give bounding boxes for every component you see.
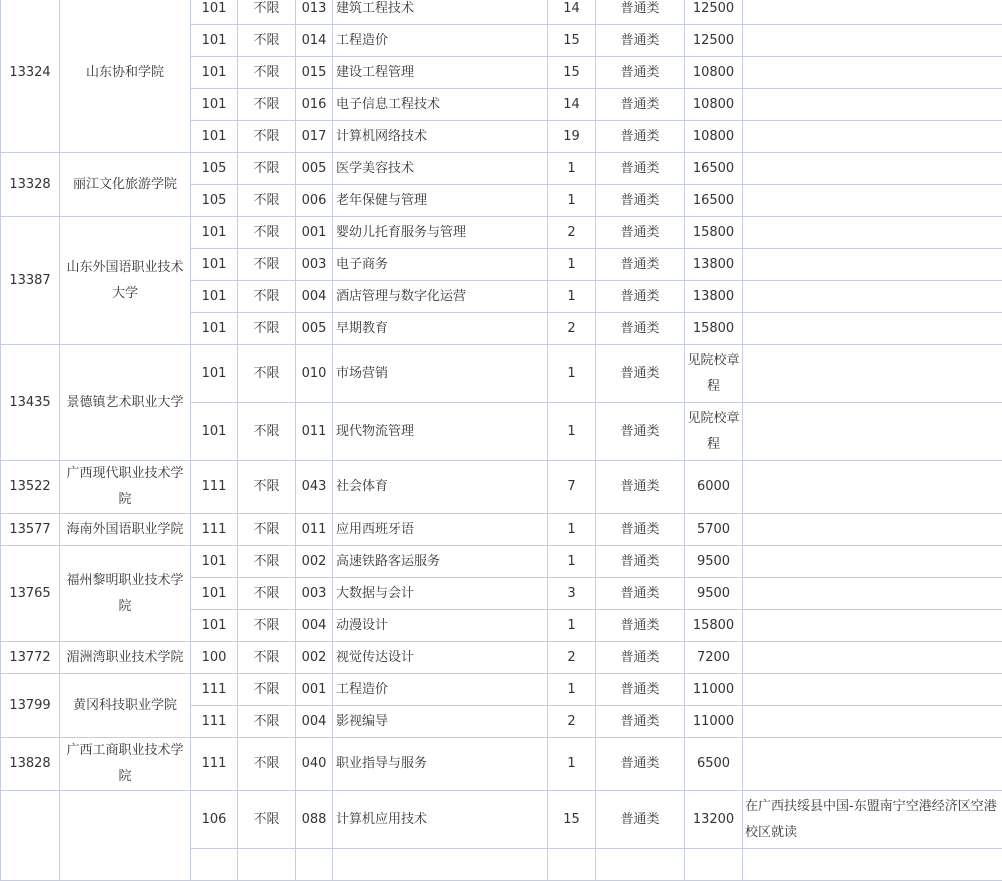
tuition-cell: 6500 bbox=[685, 738, 743, 791]
school-name-cell: 湄洲湾职业技术学院 bbox=[60, 642, 191, 674]
major-code-cell: 002 bbox=[296, 642, 333, 674]
table-row bbox=[1, 514, 1002, 546]
major-code-cell: 088 bbox=[296, 791, 333, 849]
plan-code-cell: 111 bbox=[191, 738, 238, 791]
subject-limit-cell: 不限 bbox=[238, 738, 296, 791]
plan-code-cell: 101 bbox=[191, 578, 238, 610]
subject-limit-cell: 不限 bbox=[238, 249, 296, 281]
school-code-cell: 13577 bbox=[1, 514, 60, 546]
plan-count-cell: 14 bbox=[548, 0, 596, 25]
subject-limit-cell: 不限 bbox=[238, 403, 296, 461]
tuition-cell: 13800 bbox=[685, 249, 743, 281]
remark-cell bbox=[743, 403, 1002, 461]
major-name-cell: 视觉传达设计 bbox=[333, 642, 548, 674]
category-cell: 普通类 bbox=[596, 89, 685, 121]
remark-cell bbox=[743, 217, 1002, 249]
tuition-cell: 9500 bbox=[685, 578, 743, 610]
remark-cell bbox=[743, 706, 1002, 738]
major-code-cell: 005 bbox=[296, 153, 333, 185]
major-name-cell: 影视编导 bbox=[333, 706, 548, 738]
category-cell: 普通类 bbox=[596, 461, 685, 514]
plan-count-cell: 1 bbox=[548, 345, 596, 403]
major-name-cell: 建筑工程技术 bbox=[333, 0, 548, 25]
plan-code-cell: 111 bbox=[191, 674, 238, 706]
school-code-cell: 13828 bbox=[1, 738, 60, 791]
remark-cell bbox=[743, 461, 1002, 514]
remark-cell bbox=[743, 674, 1002, 706]
category-cell: 普通类 bbox=[596, 281, 685, 313]
plan-code-cell: 100 bbox=[191, 642, 238, 674]
major-code-cell: 002 bbox=[296, 546, 333, 578]
remark-cell bbox=[743, 281, 1002, 313]
remark-cell bbox=[743, 89, 1002, 121]
tuition-cell: 10800 bbox=[685, 121, 743, 153]
major-name-cell: 高速铁路客运服务 bbox=[333, 546, 548, 578]
major-code-cell: 001 bbox=[296, 674, 333, 706]
table-row bbox=[1, 791, 1002, 849]
school-code-cell: 13387 bbox=[1, 217, 60, 345]
major-code-cell: 003 bbox=[296, 249, 333, 281]
plan-code-cell: 111 bbox=[191, 706, 238, 738]
school-name-cell: 山东外国语职业技术大学 bbox=[60, 217, 191, 345]
category-cell: 普通类 bbox=[596, 313, 685, 345]
remark-cell bbox=[743, 153, 1002, 185]
school-name-cell: 海南外国语职业学院 bbox=[60, 514, 191, 546]
category-cell: 普通类 bbox=[596, 57, 685, 89]
remark-cell bbox=[743, 514, 1002, 546]
subject-limit-cell: 不限 bbox=[238, 313, 296, 345]
major-code-cell: 043 bbox=[296, 461, 333, 514]
category-cell bbox=[596, 849, 685, 881]
tuition-cell: 11000 bbox=[685, 706, 743, 738]
major-name-cell: 酒店管理与数字化运营 bbox=[333, 281, 548, 313]
remark-cell bbox=[743, 610, 1002, 642]
tuition-cell: 5700 bbox=[685, 514, 743, 546]
major-name-cell: 动漫设计 bbox=[333, 610, 548, 642]
plan-count-cell: 15 bbox=[548, 57, 596, 89]
major-name-cell: 早期教育 bbox=[333, 313, 548, 345]
school-code-cell: 13435 bbox=[1, 345, 60, 461]
remark-cell bbox=[743, 313, 1002, 345]
subject-limit-cell: 不限 bbox=[238, 121, 296, 153]
plan-count-cell: 1 bbox=[548, 514, 596, 546]
tuition-cell: 15800 bbox=[685, 610, 743, 642]
table-body bbox=[1, 0, 1002, 881]
plan-code-cell: 101 bbox=[191, 546, 238, 578]
major-code-cell: 004 bbox=[296, 610, 333, 642]
subject-limit-cell: 不限 bbox=[238, 345, 296, 403]
school-code-cell bbox=[1, 791, 60, 881]
major-code-cell: 011 bbox=[296, 514, 333, 546]
remark-cell bbox=[743, 546, 1002, 578]
plan-count-cell: 15 bbox=[548, 791, 596, 849]
major-name-cell: 电子信息工程技术 bbox=[333, 89, 548, 121]
plan-code-cell: 101 bbox=[191, 403, 238, 461]
plan-count-cell: 2 bbox=[548, 706, 596, 738]
plan-code-cell: 101 bbox=[191, 345, 238, 403]
plan-count-cell: 1 bbox=[548, 153, 596, 185]
plan-code-cell: 101 bbox=[191, 121, 238, 153]
tuition-cell: 10800 bbox=[685, 89, 743, 121]
plan-code-cell: 106 bbox=[191, 791, 238, 849]
plan-count-cell: 2 bbox=[548, 313, 596, 345]
major-code-cell: 010 bbox=[296, 345, 333, 403]
plan-count-cell: 1 bbox=[548, 674, 596, 706]
major-name-cell: 职业指导与服务 bbox=[333, 738, 548, 791]
major-code-cell: 040 bbox=[296, 738, 333, 791]
school-name-cell: 山东协和学院 bbox=[60, 0, 191, 153]
subject-limit-cell: 不限 bbox=[238, 791, 296, 849]
major-name-cell: 婴幼儿托育服务与管理 bbox=[333, 217, 548, 249]
plan-count-cell: 14 bbox=[548, 89, 596, 121]
school-name-cell: 丽江文化旅游学院 bbox=[60, 153, 191, 217]
remark-cell bbox=[743, 121, 1002, 153]
subject-limit-cell: 不限 bbox=[238, 57, 296, 89]
remark-cell bbox=[743, 345, 1002, 403]
major-name-cell: 工程造价 bbox=[333, 674, 548, 706]
plan-count-cell: 1 bbox=[548, 610, 596, 642]
category-cell: 普通类 bbox=[596, 738, 685, 791]
major-name-cell: 计算机应用技术 bbox=[333, 791, 548, 849]
school-name-cell: 景德镇艺术职业大学 bbox=[60, 345, 191, 461]
plan-count-cell: 3 bbox=[548, 578, 596, 610]
plan-count-cell: 2 bbox=[548, 217, 596, 249]
plan-code-cell: 111 bbox=[191, 461, 238, 514]
plan-code-cell: 101 bbox=[191, 0, 238, 25]
category-cell: 普通类 bbox=[596, 217, 685, 249]
school-name-cell: 广西工商职业技术学院 bbox=[60, 738, 191, 791]
tuition-cell: 11000 bbox=[685, 674, 743, 706]
subject-limit-cell: 不限 bbox=[238, 0, 296, 25]
remark-cell bbox=[743, 738, 1002, 791]
category-cell: 普通类 bbox=[596, 578, 685, 610]
major-code-cell: 004 bbox=[296, 281, 333, 313]
remark-cell bbox=[743, 642, 1002, 674]
school-code-cell: 13328 bbox=[1, 153, 60, 217]
major-code-cell: 004 bbox=[296, 706, 333, 738]
school-code-cell: 13772 bbox=[1, 642, 60, 674]
major-code-cell bbox=[296, 849, 333, 881]
subject-limit-cell: 不限 bbox=[238, 153, 296, 185]
major-code-cell: 017 bbox=[296, 121, 333, 153]
plan-count-cell: 1 bbox=[548, 403, 596, 461]
tuition-cell: 10800 bbox=[685, 57, 743, 89]
category-cell: 普通类 bbox=[596, 249, 685, 281]
plan-code-cell bbox=[191, 849, 238, 881]
table-row bbox=[1, 461, 1002, 514]
subject-limit-cell: 不限 bbox=[238, 461, 296, 514]
tuition-cell: 13800 bbox=[685, 281, 743, 313]
category-cell: 普通类 bbox=[596, 514, 685, 546]
plan-code-cell: 101 bbox=[191, 249, 238, 281]
tuition-cell: 见院校章程 bbox=[685, 345, 743, 403]
major-name-cell: 现代物流管理 bbox=[333, 403, 548, 461]
remark-cell bbox=[743, 249, 1002, 281]
subject-limit-cell: 不限 bbox=[238, 578, 296, 610]
category-cell: 普通类 bbox=[596, 121, 685, 153]
plan-count-cell: 1 bbox=[548, 281, 596, 313]
plan-count-cell: 15 bbox=[548, 25, 596, 57]
school-code-cell: 13522 bbox=[1, 461, 60, 514]
plan-count-cell: 19 bbox=[548, 121, 596, 153]
school-code-cell: 13799 bbox=[1, 674, 60, 738]
school-code-cell: 13765 bbox=[1, 546, 60, 642]
major-code-cell: 016 bbox=[296, 89, 333, 121]
plan-code-cell: 105 bbox=[191, 153, 238, 185]
category-cell: 普通类 bbox=[596, 610, 685, 642]
category-cell: 普通类 bbox=[596, 546, 685, 578]
school-name-cell bbox=[60, 791, 191, 881]
plan-count-cell: 1 bbox=[548, 738, 596, 791]
category-cell: 普通类 bbox=[596, 345, 685, 403]
remark-cell bbox=[743, 849, 1002, 881]
tuition-cell bbox=[685, 849, 743, 881]
major-name-cell: 医学美容技术 bbox=[333, 153, 548, 185]
table-row bbox=[1, 217, 1002, 249]
school-name-cell: 黄冈科技职业学院 bbox=[60, 674, 191, 738]
category-cell: 普通类 bbox=[596, 674, 685, 706]
tuition-cell: 7200 bbox=[685, 642, 743, 674]
major-name-cell: 建设工程管理 bbox=[333, 57, 548, 89]
subject-limit-cell: 不限 bbox=[238, 642, 296, 674]
plan-code-cell: 101 bbox=[191, 25, 238, 57]
major-name-cell: 大数据与会计 bbox=[333, 578, 548, 610]
plan-code-cell: 105 bbox=[191, 185, 238, 217]
major-name-cell bbox=[333, 849, 548, 881]
tuition-cell: 12500 bbox=[685, 25, 743, 57]
category-cell: 普通类 bbox=[596, 403, 685, 461]
remark-cell bbox=[743, 57, 1002, 89]
remark-cell: 在广西扶绥县中国-东盟南宁空港经济区空港校区就读 bbox=[743, 791, 1002, 849]
school-code-cell: 13324 bbox=[1, 0, 60, 153]
plan-count-cell bbox=[548, 849, 596, 881]
major-name-cell: 老年保健与管理 bbox=[333, 185, 548, 217]
plan-code-cell: 101 bbox=[191, 281, 238, 313]
plan-code-cell: 101 bbox=[191, 313, 238, 345]
subject-limit-cell: 不限 bbox=[238, 281, 296, 313]
major-name-cell: 市场营销 bbox=[333, 345, 548, 403]
tuition-cell: 15800 bbox=[685, 217, 743, 249]
tuition-cell: 12500 bbox=[685, 0, 743, 25]
school-name-cell: 福州黎明职业技术学院 bbox=[60, 546, 191, 642]
table-row bbox=[1, 345, 1002, 403]
table-row bbox=[1, 153, 1002, 185]
subject-limit-cell: 不限 bbox=[238, 610, 296, 642]
tuition-cell: 13200 bbox=[685, 791, 743, 849]
plan-count-cell: 1 bbox=[548, 249, 596, 281]
tuition-cell: 15800 bbox=[685, 313, 743, 345]
subject-limit-cell: 不限 bbox=[238, 674, 296, 706]
remark-cell bbox=[743, 0, 1002, 25]
plan-code-cell: 101 bbox=[191, 217, 238, 249]
category-cell: 普通类 bbox=[596, 185, 685, 217]
major-code-cell: 001 bbox=[296, 217, 333, 249]
table-row bbox=[1, 546, 1002, 578]
tuition-cell: 9500 bbox=[685, 546, 743, 578]
category-cell: 普通类 bbox=[596, 153, 685, 185]
subject-limit-cell: 不限 bbox=[238, 217, 296, 249]
category-cell: 普通类 bbox=[596, 0, 685, 25]
plan-count-cell: 1 bbox=[548, 546, 596, 578]
subject-limit-cell: 不限 bbox=[238, 185, 296, 217]
major-code-cell: 011 bbox=[296, 403, 333, 461]
major-code-cell: 015 bbox=[296, 57, 333, 89]
subject-limit-cell: 不限 bbox=[238, 546, 296, 578]
table-row bbox=[1, 0, 1002, 25]
tuition-cell: 16500 bbox=[685, 153, 743, 185]
table-row bbox=[1, 738, 1002, 791]
major-code-cell: 003 bbox=[296, 578, 333, 610]
category-cell: 普通类 bbox=[596, 791, 685, 849]
table-row bbox=[1, 674, 1002, 706]
tuition-cell: 6000 bbox=[685, 461, 743, 514]
major-name-cell: 社会体育 bbox=[333, 461, 548, 514]
major-code-cell: 006 bbox=[296, 185, 333, 217]
plan-code-cell: 111 bbox=[191, 514, 238, 546]
tuition-cell: 见院校章程 bbox=[685, 403, 743, 461]
major-name-cell: 计算机网络技术 bbox=[333, 121, 548, 153]
plan-count-cell: 7 bbox=[548, 461, 596, 514]
subject-limit-cell: 不限 bbox=[238, 514, 296, 546]
plan-code-cell: 101 bbox=[191, 610, 238, 642]
plan-code-cell: 101 bbox=[191, 57, 238, 89]
remark-cell bbox=[743, 25, 1002, 57]
category-cell: 普通类 bbox=[596, 642, 685, 674]
major-name-cell: 电子商务 bbox=[333, 249, 548, 281]
subject-limit-cell: 不限 bbox=[238, 25, 296, 57]
plan-count-cell: 1 bbox=[548, 185, 596, 217]
tuition-cell: 16500 bbox=[685, 185, 743, 217]
remark-cell bbox=[743, 185, 1002, 217]
category-cell: 普通类 bbox=[596, 706, 685, 738]
plan-code-cell: 101 bbox=[191, 89, 238, 121]
major-code-cell: 005 bbox=[296, 313, 333, 345]
plan-count-cell: 2 bbox=[548, 642, 596, 674]
remark-cell bbox=[743, 578, 1002, 610]
major-code-cell: 013 bbox=[296, 0, 333, 25]
subject-limit-cell: 不限 bbox=[238, 706, 296, 738]
school-name-cell: 广西现代职业技术学院 bbox=[60, 461, 191, 514]
major-name-cell: 工程造价 bbox=[333, 25, 548, 57]
subject-limit-cell: 不限 bbox=[238, 89, 296, 121]
subject-limit-cell bbox=[238, 849, 296, 881]
table-row bbox=[1, 642, 1002, 674]
major-name-cell: 应用西班牙语 bbox=[333, 514, 548, 546]
category-cell: 普通类 bbox=[596, 25, 685, 57]
major-code-cell: 014 bbox=[296, 25, 333, 57]
